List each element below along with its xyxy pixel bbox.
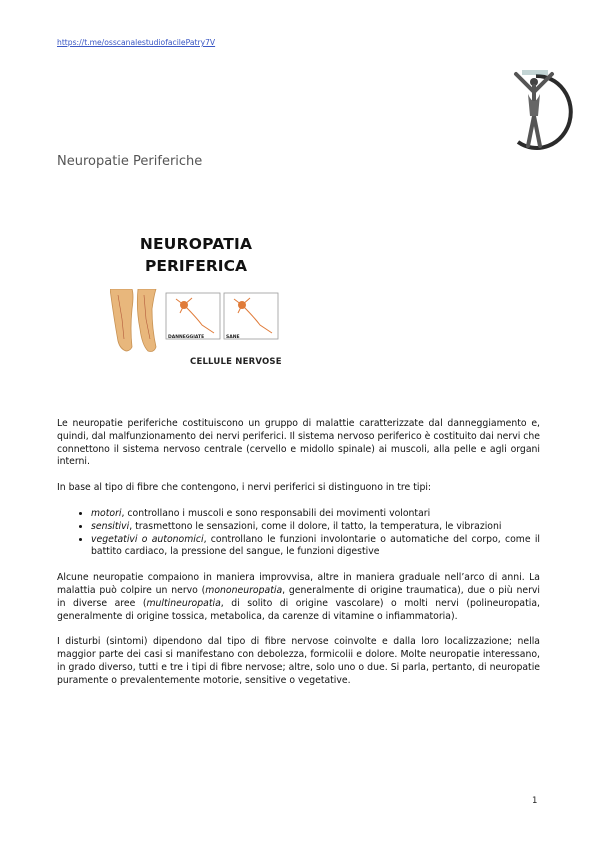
list-item-text: , trasmettono le sensazioni, come il dolore, il tatto, la temperatura, le vibrazioni xyxy=(129,520,502,532)
list-item-text: , controllano i muscoli e sono responsabili dei movimenti volontari xyxy=(121,507,431,519)
article-body xyxy=(57,418,540,701)
multineuropathy-term: multineuropatia xyxy=(146,597,221,609)
onset-text-b: , generalmente di origine traumatica), due o più nervi in diverse aree ( xyxy=(57,584,540,609)
list-item xyxy=(91,508,540,521)
legs-and-neurons-drawing xyxy=(110,289,282,355)
mononeuropathy-term: mononeuropatia xyxy=(205,584,283,596)
list-item-text: , controllano le funzioni involontarie o automatiche del corpo, come il battito cardiaco, la pressione del sangue, le funzioni digestive xyxy=(91,533,540,558)
onset-text-a: Alcune neuropatie compaiono in maniera improvvisa, altre in maniera graduale nell’arco di anni. La malattia può colpire un nervo ( xyxy=(57,572,540,596)
figure-title-line2: PERIFERICA xyxy=(145,257,247,275)
types-intro-paragraph: In base al tipo di fibre che contengono, i nervi periferici si distinguono in tre tipi: xyxy=(57,482,432,494)
anatomical-figure-logo xyxy=(498,68,574,152)
healthy-label: SANE xyxy=(226,335,240,340)
intro-paragraph: Le neuropatie periferiche costituiscono un gruppo di malattie caratterizzate dal danneggiamento e, quindi, dal malfunzionamento dei nervi periferici. Il sistema nervoso periferico è costituito dai nervi che connettono il sistema nervoso centrale (cervello e midollo spinale) ai muscoli, alla pelle e agli organi interni. xyxy=(57,418,540,468)
list-item xyxy=(91,521,540,534)
figure-title-line1: NEUROPATIA xyxy=(139,235,253,253)
list-item xyxy=(91,534,540,560)
onset-text-c: , di solito di origine vascolare) o molti nervi (polineuropatia, generalmente di origine tossica, metabolica, da carenze di vitamine o infiammatoria). xyxy=(57,597,540,622)
list-item-term: motori xyxy=(91,507,122,519)
figure-caption: CELLULE NERVOSE xyxy=(190,357,282,367)
header-link[interactable]: https://t.me/osscanalestudiofacilePatry7V xyxy=(57,38,216,47)
list-item-term: vegetativi o autonomici xyxy=(91,533,204,545)
list-item-term: sensitivi xyxy=(91,520,130,532)
page-number: 1 xyxy=(532,796,538,806)
symptoms-paragraph: I disturbi (sintomi) dipendono dal tipo di fibre nervose coinvolte e dalla loro localizzazione; nella maggior parte dei casi si manifestano con debolezza, formicolii e dolore. Molte neuropatie interessano, in grado diverso, tutti e tre i tipi di fibre nervose; altre, solo uno o due. Si parla, pertanto, di neuropatie puramente o prevalentemente motorie, sensitive o vegetative. xyxy=(57,636,540,686)
neuropathy-illustration xyxy=(110,233,282,381)
fiber-types-list xyxy=(57,508,540,559)
onset-paragraph xyxy=(57,572,540,623)
damaged-label: DANNEGGIATE xyxy=(168,335,205,340)
page-title: Neuropatie Periferiche xyxy=(57,154,203,169)
